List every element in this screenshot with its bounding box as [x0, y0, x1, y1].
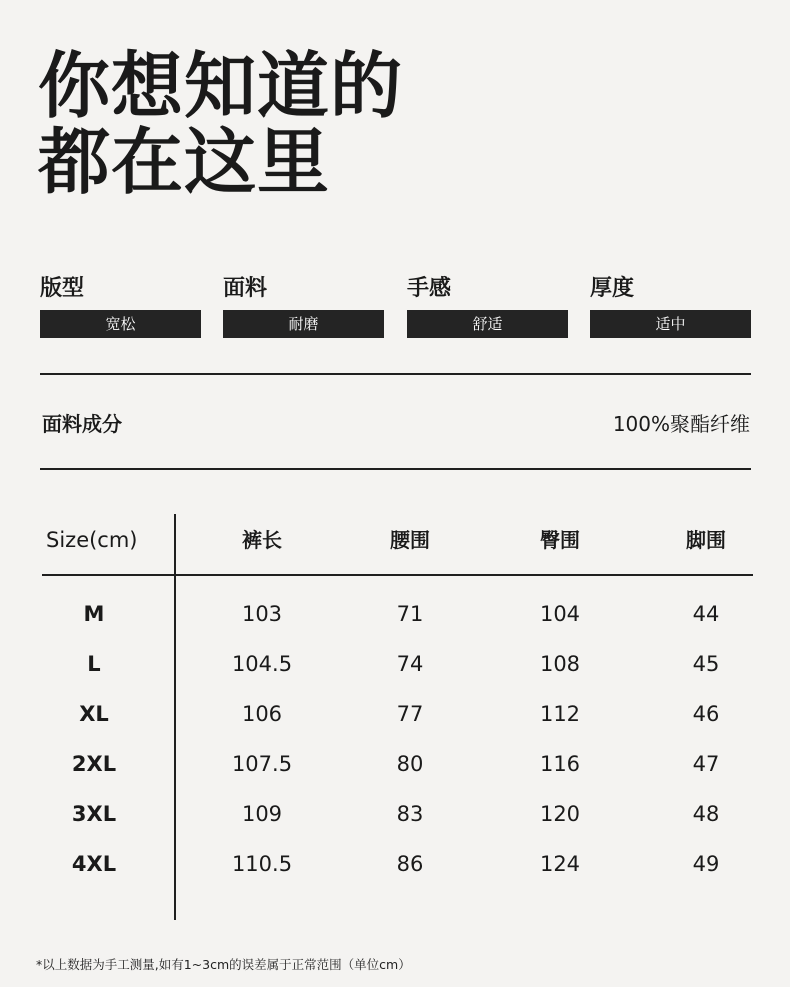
headline-line-2: 都在这里 [38, 120, 331, 204]
table-cell-hem: 45 [692, 652, 720, 676]
table-cell-length: 106 [241, 702, 283, 726]
table-cell-waist: 80 [396, 752, 424, 776]
attribute-feel [407, 272, 568, 338]
attribute-label: 手感 [407, 276, 452, 301]
table-cell-size: 4XL [71, 852, 117, 876]
table-cell-length: 104.5 [231, 652, 293, 676]
fabric-composition-value: 100%聚酯纤维 [612, 412, 750, 436]
attribute-fabric [223, 272, 384, 338]
table-cell-size: XL [79, 702, 109, 726]
table-cell-hem: 46 [692, 702, 720, 726]
attribute-fit [40, 272, 201, 338]
table-row [0, 648, 790, 680]
table-cell-size: M [83, 602, 105, 626]
table-cell-size: L [87, 652, 101, 676]
table-cell-hip: 120 [539, 802, 581, 826]
table-header-divider [42, 574, 753, 576]
table-cell-waist: 86 [396, 852, 424, 876]
table-header-hem: 脚围 [686, 528, 726, 552]
table-cell-hip: 104 [539, 602, 581, 626]
table-cell-length: 107.5 [231, 752, 293, 776]
table-header-size: Size(cm) [46, 528, 138, 552]
table-header-length: 裤长 [242, 528, 282, 552]
attribute-value-badge: 宽松 [40, 310, 201, 338]
table-row [0, 698, 790, 730]
attribute-thickness [590, 272, 751, 338]
attribute-label: 面料 [223, 276, 268, 301]
attribute-value-badge: 舒适 [407, 310, 568, 338]
table-cell-waist: 77 [396, 702, 424, 726]
table-row [0, 598, 790, 630]
attribute-value-badge: 适中 [590, 310, 751, 338]
table-cell-length: 110.5 [231, 852, 293, 876]
table-cell-hem: 47 [692, 752, 720, 776]
table-cell-length: 109 [241, 802, 283, 826]
table-row [0, 848, 790, 880]
attribute-value-badge: 耐磨 [223, 310, 384, 338]
table-cell-hem: 48 [692, 802, 720, 826]
table-cell-hem: 44 [692, 602, 720, 626]
table-cell-waist: 83 [396, 802, 424, 826]
headline-line-1: 你想知道的 [38, 44, 404, 128]
measurement-note: *以上数据为手工测量,如有1~3cm的误差属于正常范围（单位cm） [36, 957, 411, 972]
fabric-composition-label: 面料成分 [42, 412, 122, 436]
table-row [0, 798, 790, 830]
table-row [0, 748, 790, 780]
table-header-waist: 腰围 [390, 528, 430, 552]
table-cell-hip: 124 [539, 852, 581, 876]
table-cell-length: 103 [241, 602, 283, 626]
table-cell-waist: 71 [396, 602, 424, 626]
table-cell-hip: 112 [539, 702, 581, 726]
divider-top [40, 373, 751, 375]
table-cell-hem: 49 [692, 852, 720, 876]
table-cell-waist: 74 [396, 652, 424, 676]
attribute-list [40, 272, 752, 342]
table-cell-size: 3XL [71, 802, 117, 826]
attribute-label: 版型 [40, 276, 85, 301]
table-header-hip: 臀围 [540, 528, 580, 552]
table-cell-size: 2XL [71, 752, 117, 776]
divider-bottom [40, 468, 751, 470]
headline [38, 44, 404, 204]
table-cell-hip: 116 [539, 752, 581, 776]
table-cell-hip: 108 [539, 652, 581, 676]
attribute-label: 厚度 [590, 276, 635, 301]
